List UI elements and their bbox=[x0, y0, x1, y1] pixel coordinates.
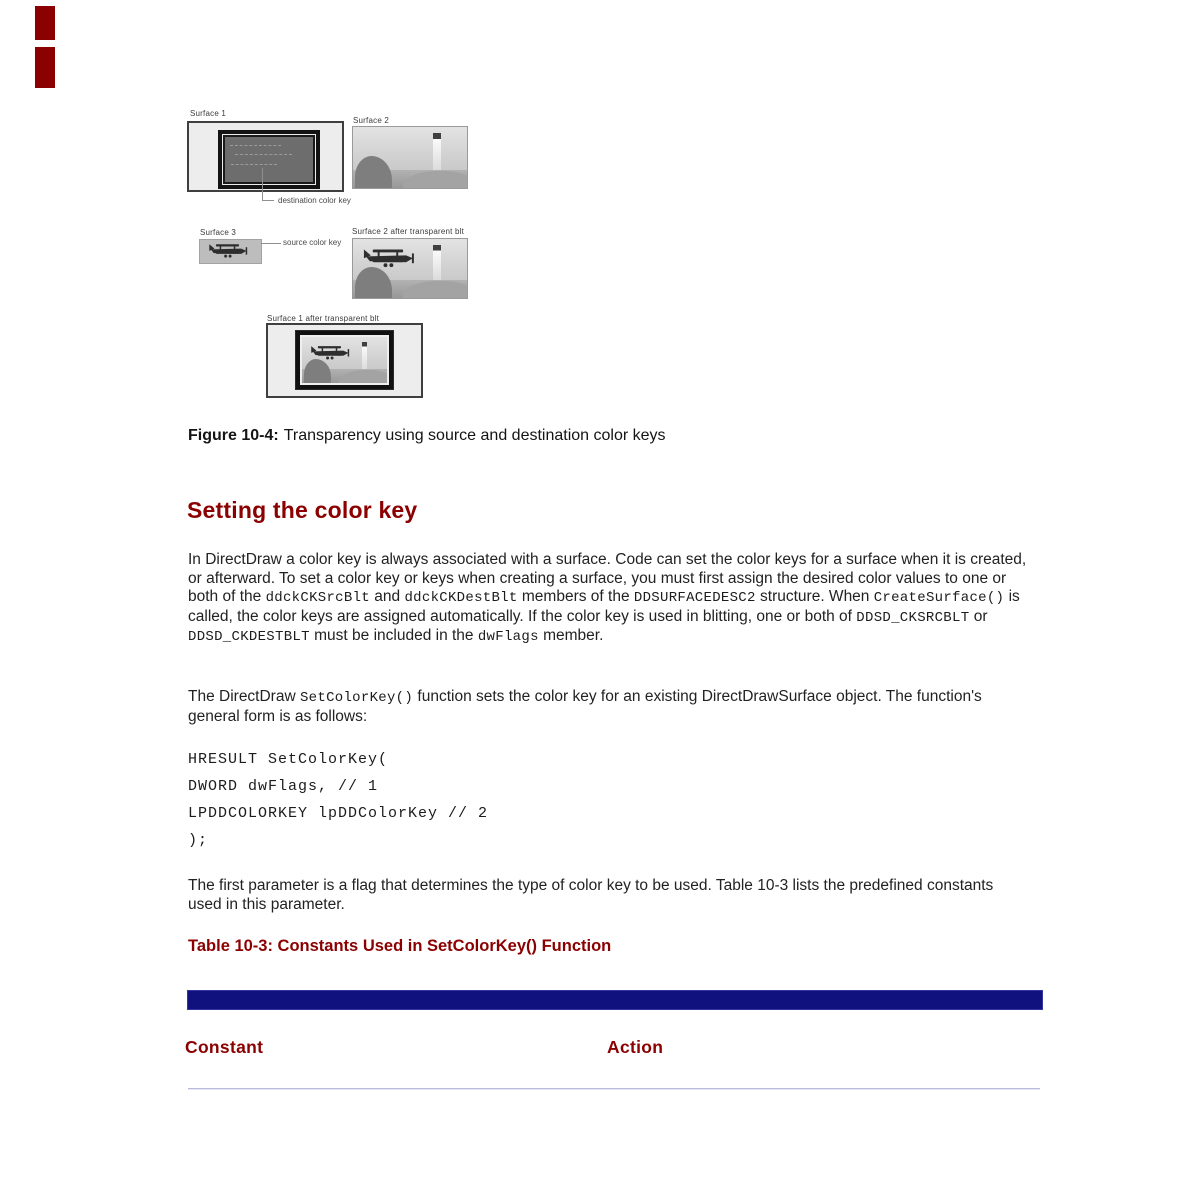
code-line: DWORD dwFlags, // 1 bbox=[188, 778, 379, 795]
figure-caption bbox=[188, 427, 666, 445]
red-mark bbox=[35, 6, 55, 40]
code-line: ); bbox=[188, 832, 209, 849]
paragraph-1: In DirectDraw a color key is always associated with a surface. Code can set the color keys for a surface when it is created, or afterward. To set a color key or keys when creating a surface, you must first assign the desired color values to one or both of the ddckCKSrcBlt and ddckCKDestBlt members of the DDSURFACEDESC2 structure. When CreateSurface() is called, the color keys are assigned automatically. If the color key is used in blitting, one or both of DDSD_CKSRCBLT or DDSD_CKDESTBLT must be included in the dwFlags member. bbox=[188, 551, 1027, 646]
code-line: HRESULT SetColorKey( bbox=[188, 751, 389, 768]
code-line: LPDDCOLORKEY lpDDColorKey // 2 bbox=[188, 805, 489, 822]
table-header-bar bbox=[187, 990, 1043, 1010]
surface2-after-label: Surface 2 after transparent blt bbox=[352, 227, 465, 236]
table-caption: Table 10-3: Constants Used in SetColorKey() Function bbox=[188, 937, 612, 955]
source-color-key-label: source color key bbox=[283, 238, 342, 247]
framed-photo bbox=[296, 331, 393, 389]
table-rule bbox=[188, 1088, 1040, 1090]
surface2-label: Surface 2 bbox=[353, 116, 390, 125]
figure-caption-text: Transparency using source and destination color keys bbox=[283, 427, 666, 444]
surface1-label: Surface 1 bbox=[190, 109, 227, 118]
leader-line bbox=[262, 168, 263, 200]
leader-line bbox=[262, 200, 274, 201]
surface3-label: Surface 3 bbox=[200, 228, 237, 237]
figure-caption-number: Figure 10-4: bbox=[188, 427, 279, 444]
surface3-sprite bbox=[199, 239, 262, 264]
surface1-after-box bbox=[266, 323, 423, 398]
destination-colorkey-rect bbox=[218, 130, 320, 189]
code-block bbox=[188, 746, 488, 854]
surface1-box bbox=[187, 121, 344, 192]
section-heading: Setting the color key bbox=[187, 497, 418, 523]
paragraph-3: The first parameter is a flag that determines the type of color key to be used. Table 10-3 lists the predefined constants used in this parameter. bbox=[188, 877, 994, 913]
leader-line bbox=[261, 243, 281, 244]
paragraph-2: The DirectDraw SetColorKey() function sets the color key for an existing DirectDrawSurface object. The function's general form is as follows: bbox=[188, 688, 982, 725]
surface1-after-label: Surface 1 after transparent blt bbox=[267, 314, 380, 323]
destination-color-key-label: destination color key bbox=[278, 196, 351, 205]
red-mark bbox=[35, 47, 55, 88]
column-header-action: Action bbox=[607, 1037, 664, 1057]
surface2-after-photo bbox=[352, 238, 468, 299]
column-header-constant: Constant bbox=[185, 1037, 264, 1057]
surface2-photo bbox=[352, 126, 468, 189]
